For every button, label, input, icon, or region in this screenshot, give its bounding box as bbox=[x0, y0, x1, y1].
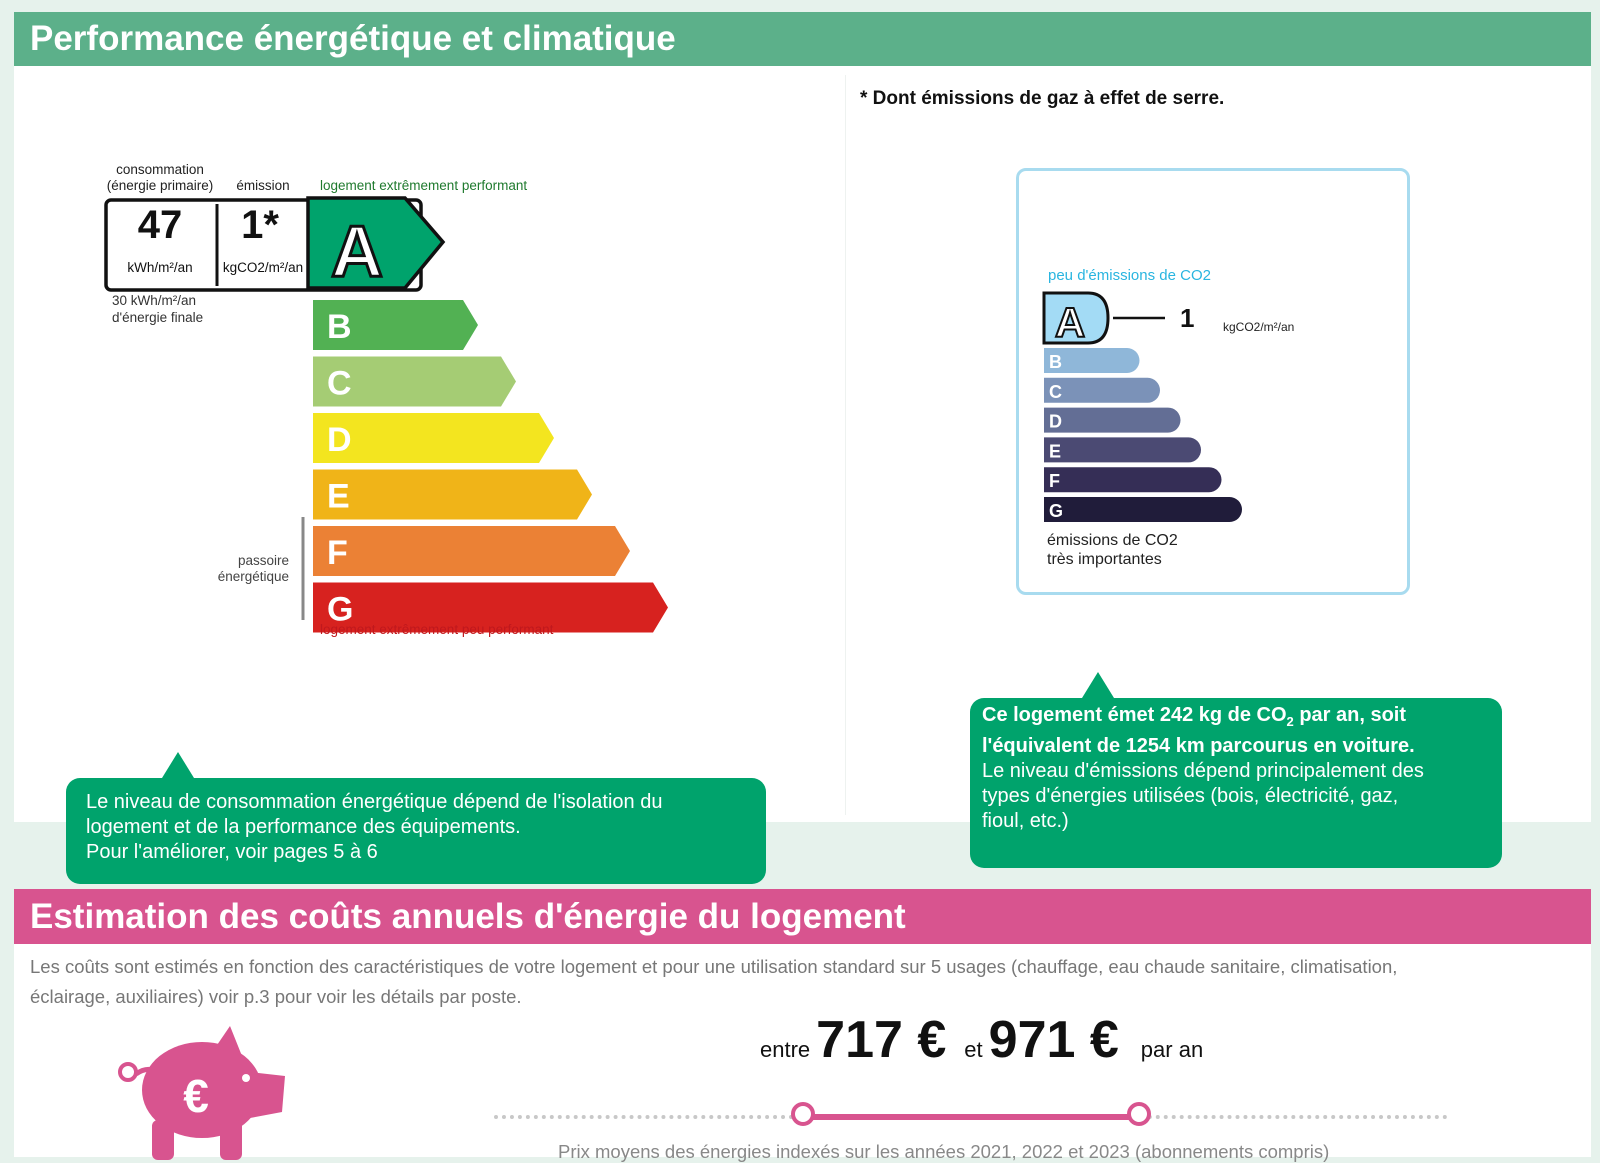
costs-description bbox=[30, 952, 1570, 1012]
emission-value: 1* bbox=[241, 203, 279, 247]
panel-divider bbox=[845, 75, 846, 815]
cost-and: et bbox=[964, 1037, 983, 1062]
ges-bar-label-c: C bbox=[1049, 381, 1062, 402]
ges-bar-label-d: D bbox=[1049, 411, 1062, 432]
dpe-bar-f bbox=[313, 526, 630, 576]
piggy-bank-icon bbox=[110, 1020, 290, 1160]
ges-class-bars bbox=[1044, 348, 1242, 522]
euro-symbol: € bbox=[183, 1070, 209, 1122]
emission-info-bubble bbox=[970, 698, 1502, 868]
ges-bar-g bbox=[1044, 497, 1242, 522]
ges-footnote: * Dont émissions de gaz à effet de serre. bbox=[860, 88, 1225, 109]
ges-bar-label-e: E bbox=[1049, 441, 1062, 462]
ges-bar-e bbox=[1044, 437, 1201, 462]
ges-current-class: A bbox=[1054, 299, 1086, 346]
dpe-bar-label-d: D bbox=[327, 421, 352, 459]
bubble-left-line2: logement et de la performance des équipements. bbox=[86, 816, 521, 838]
ges-bar-label-f: F bbox=[1049, 471, 1060, 492]
bubble-right-bold1-b: par an, soit bbox=[1293, 704, 1407, 726]
consumption-value: 47 bbox=[137, 203, 183, 247]
performance-title: Performance énergétique et climatique bbox=[30, 19, 676, 58]
costs-desc-line2: éclairage, auxiliaires) voir p.3 pour voir les détails par poste. bbox=[30, 986, 522, 1007]
cost-low: 717 € bbox=[816, 1011, 947, 1069]
ges-top-label: peu d'émissions de CO2 bbox=[1048, 267, 1211, 284]
cost-between: entre bbox=[760, 1037, 811, 1062]
performance-header bbox=[14, 12, 1591, 66]
cost-high: 971 € bbox=[988, 1011, 1119, 1069]
passoire-label-2: énergétique bbox=[217, 569, 289, 584]
bubble-right-line3: Le niveau d'émissions dépend principalement des bbox=[982, 760, 1424, 782]
ges-bar-label-g: G bbox=[1049, 501, 1064, 521]
bubble-right-sub: 2 bbox=[1286, 714, 1294, 729]
cost-high-marker bbox=[1127, 1102, 1151, 1126]
bubble-left-line3: Pour l'améliorer, voir pages 5 à 6 bbox=[86, 841, 378, 863]
prices-note: Prix moyens des énergies indexés sur les années 2021, 2022 et 2023 (abonnements compris) bbox=[558, 1141, 1330, 1162]
final-energy-2: d'énergie finale bbox=[112, 310, 204, 325]
bubble-right-line4: types d'énergies utilisées (bois, électricité, gaz, bbox=[982, 785, 1399, 807]
cost-range bbox=[760, 1010, 1203, 1070]
passoire-label-1: passoire bbox=[237, 553, 289, 568]
emission-label: émission bbox=[236, 178, 290, 193]
ges-scale bbox=[1030, 260, 1410, 580]
consumption-info-bubble bbox=[66, 778, 766, 884]
costs-header bbox=[14, 889, 1591, 944]
consumption-label-2: (énergie primaire) bbox=[106, 178, 214, 193]
consumption-unit: kWh/m²/an bbox=[127, 260, 193, 275]
emission-unit: kgCO2/m²/an bbox=[222, 260, 304, 275]
bubble-right-bold1-a: Ce logement émet 242 kg de CO bbox=[982, 704, 1287, 726]
costs-title: Estimation des coûts annuels d'énergie du logement bbox=[30, 896, 906, 936]
bubble-right-bold1 bbox=[982, 703, 1502, 734]
bubble-right-line5: fioul, etc.) bbox=[982, 810, 1069, 832]
dpe-bar-label-c: C bbox=[327, 364, 352, 403]
ges-unit: kgCO2/m²/an bbox=[1223, 320, 1295, 334]
cost-per-year: par an bbox=[1140, 1037, 1204, 1062]
ges-bar-label-b: B bbox=[1049, 352, 1062, 372]
dpe-bar-label-e: E bbox=[327, 477, 350, 516]
ges-bar-f bbox=[1044, 467, 1222, 492]
dpe-bar-label-b: B bbox=[327, 308, 352, 346]
dpe-bar-label-f: F bbox=[327, 534, 348, 572]
dpe-bar-e bbox=[313, 470, 592, 520]
ges-value: 1 bbox=[1180, 303, 1195, 333]
final-energy-1: 30 kWh/m²/an bbox=[112, 293, 197, 308]
dpe-bar-label-g: G bbox=[327, 590, 354, 629]
dpe-top-label: logement extrêmement performant bbox=[320, 178, 528, 193]
dpe-current-class: A bbox=[331, 212, 383, 292]
ges-bottom-1: émissions de CO2 bbox=[1047, 532, 1178, 549]
bubble-left-pointer bbox=[162, 752, 194, 778]
bubble-right-bold2: l'équivalent de 1254 km parcourus en voiture. bbox=[982, 735, 1415, 757]
consumption-label-1: consommation bbox=[116, 162, 204, 177]
dpe-energy-scale bbox=[95, 160, 815, 660]
ges-bottom-2: très importantes bbox=[1047, 551, 1162, 568]
bubble-right-pointer bbox=[1082, 672, 1114, 698]
dpe-class-bars bbox=[313, 300, 668, 633]
cost-low-marker bbox=[791, 1102, 815, 1126]
ges-bar-d bbox=[1044, 408, 1181, 433]
cost-range-fill bbox=[805, 1114, 1140, 1120]
costs-desc-line1: Les coûts sont estimés en fonction des caractéristiques de votre logement et pour une utilisation standard sur 5 usages (chauffage, eau chaude sanitaire, climatisation, bbox=[30, 956, 1398, 977]
bubble-left-line1: Le niveau de consommation énergétique dépend de l'isolation du bbox=[86, 791, 663, 813]
dpe-bottom-label: logement extrêmement peu performant bbox=[320, 622, 554, 637]
